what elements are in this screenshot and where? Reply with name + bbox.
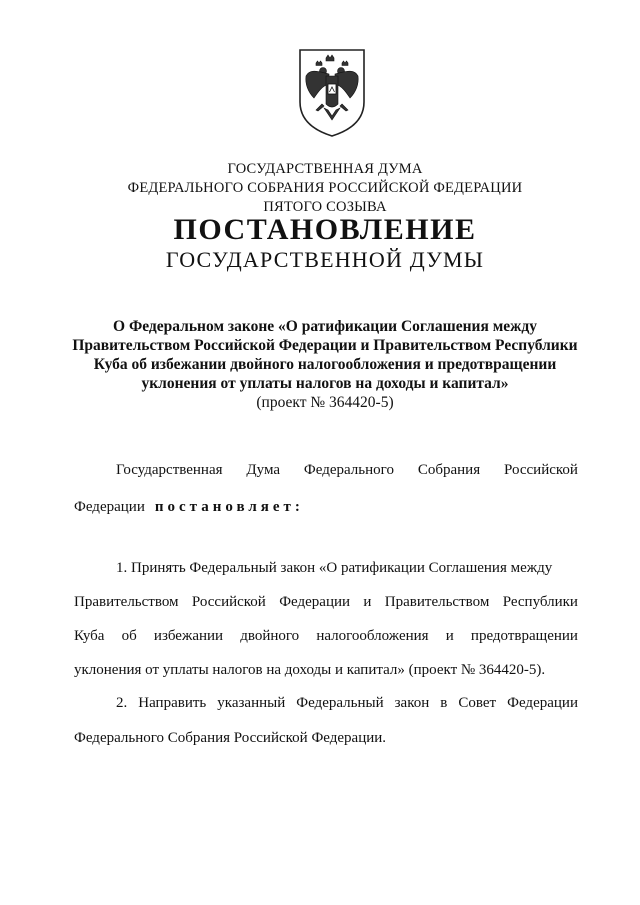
word: Государственная	[116, 462, 223, 478]
preamble-line-2	[74, 497, 578, 517]
line-text: 1. Принять Федеральный закон «О ратификации Соглашения между	[116, 560, 553, 576]
word: Правительством	[384, 594, 490, 610]
preamble-verb: постановляет:	[154, 499, 304, 515]
word: об	[121, 628, 137, 644]
word: 2.	[116, 695, 128, 711]
word: избежании	[153, 628, 224, 644]
word: Направить	[138, 695, 207, 711]
word: Федерации	[507, 695, 578, 711]
line-text: уклонения от уплаты налогов на доходы и капитал» (проект № 364420-5).	[74, 662, 546, 678]
word: и	[445, 628, 454, 644]
coat-of-arms-emblem	[296, 46, 368, 140]
title-line-1: О Федеральном законе «О ратификации Соглашения между	[113, 318, 537, 335]
org-line-2: ФЕДЕРАЛЬНОГО СОБРАНИЯ РОССИЙСКОЙ ФЕДЕРАЦИИ	[127, 180, 523, 196]
word: Российской	[504, 462, 578, 478]
title-line-3: Куба об избежании двойного налогообложения и предотвращении	[93, 356, 557, 373]
word: Российской	[191, 594, 266, 610]
preamble-line-1	[74, 460, 578, 480]
word: и	[363, 594, 372, 610]
item-2-paragraph	[74, 693, 578, 748]
word: Федерального	[303, 462, 394, 478]
line-text: Федерального Собрания Российской Федерации.	[74, 730, 387, 746]
word: Дума	[246, 462, 281, 478]
word: Федеральный	[296, 695, 384, 711]
word: Собрания	[417, 462, 481, 478]
item-1-paragraph	[74, 558, 578, 680]
preamble-paragraph	[74, 460, 578, 517]
item-1-line-3	[74, 626, 578, 646]
word: закон	[394, 695, 430, 711]
item-1-line-1	[74, 558, 578, 578]
word: в	[440, 695, 448, 711]
resolution-title	[60, 317, 590, 412]
item-2-line-2	[74, 728, 578, 748]
issuing-body	[60, 160, 590, 217]
word: двойного	[240, 628, 300, 644]
project-number: (проект № 364420-5)	[256, 394, 394, 411]
word: предотвращении	[470, 628, 578, 644]
word: Правительством	[74, 594, 179, 610]
document-type: ПОСТАНОВЛЕНИЕ	[173, 213, 477, 246]
word: указанный	[217, 695, 286, 711]
document-subtitle: ГОСУДАРСТВЕННОЙ ДУМЫ	[165, 247, 485, 272]
item-2-line-1	[74, 693, 578, 713]
org-line-3: ПЯТОГО СОЗЫВА	[263, 199, 387, 215]
title-line-4: уклонения от уплаты налогов на доходы и капитал»	[141, 375, 509, 392]
org-line-1: ГОСУДАРСТВЕННАЯ ДУМА	[227, 161, 423, 177]
word: Федерации	[279, 594, 351, 610]
item-1-line-2	[74, 592, 578, 612]
title-line-2: Правительством Российской Федерации и Правительством Республики	[72, 337, 578, 354]
word: налогообложения	[316, 628, 429, 644]
word: Совет	[458, 695, 497, 711]
word: Республики	[502, 594, 578, 610]
word: Куба	[74, 628, 105, 644]
item-1-line-4	[74, 660, 578, 680]
preamble-subject: Федерации	[74, 499, 145, 515]
